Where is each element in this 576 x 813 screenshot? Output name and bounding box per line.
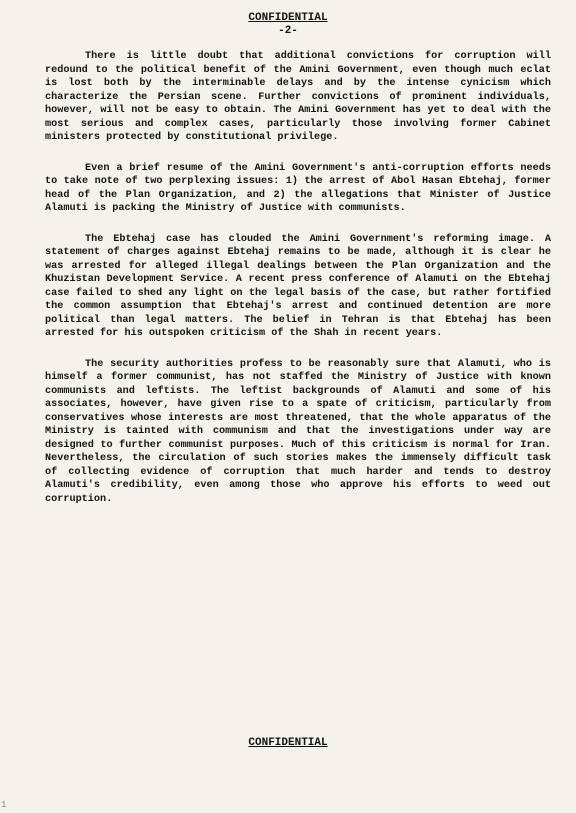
- footer-classification: CONFIDENTIAL: [248, 737, 328, 749]
- paragraph-4: The security authorities profess to be reasonably sure that Alamuti, who is himself a former communist, has not staffed the Ministry of Justice with known communists and leftists. The leftist backgrounds of Alamuti and some of his associates, however, have given rise to a spate of criticism, particularly from conservatives whose interests are most threatened, that the whole apparatus of the Ministry is tainted with communism and that the investigations under way are designed to further communist purposes. Much of this criticism is normal for Iran. Nevertheless, the circulation of such stories makes the immensely difficult task of collecting evidence of corruption that much harder and tends to destroy Alamuti's credibility, even among those who approve his efforts to weed out corruption.: [45, 358, 551, 505]
- document-body: [45, 50, 551, 523]
- page-number: -2-: [278, 25, 298, 37]
- header-classification: CONFIDENTIAL: [248, 12, 328, 24]
- paragraph-1: There is little doubt that additional convictions for corruption will redound to the political benefit of the Amini Government, even though much eclat is lost both by the interminable delays and by the intense cynicism which characterize the Persian scene. Further convictions of prominent individuals, however, will not be easy to obtain. The Amini Government has yet to deal with the most serious and complex cases, particularly those involving former Cabinet ministers protected by constitutional privilege.: [45, 51, 551, 143]
- paragraph-2: Even a brief resume of the Amini Government's anti-corruption efforts needs to take note of two perplexing issues: 1) the arrest of Abol Hasan Ebtehaj, former head of the Plan Organization, and 2) the allegations that Minister of Justice Alamuti is packing the Ministry of Justice with communists.: [45, 162, 551, 214]
- paragraph-3: The Ebtehaj case has clouded the Amini Government's reforming image. A statement of charges against Ebtehaj remains to be made, although it is clear he was arrested for alleged illegal dealings between the Plan Organization and the Khuzistan Development Service. A recent press conference of Alamuti on the Ebtehaj case failed to shed any light on the legal basis of the case, but rather fortified the common assumption that Ebtehaj's arrest and continued detention are more political than legal matters. The belief in Tehran is that Ebtehaj has been arrested for his outspoken criticism of the Shah in recent years.: [45, 233, 551, 339]
- margin-mark: 1: [1, 800, 7, 810]
- page-header: [0, 12, 576, 38]
